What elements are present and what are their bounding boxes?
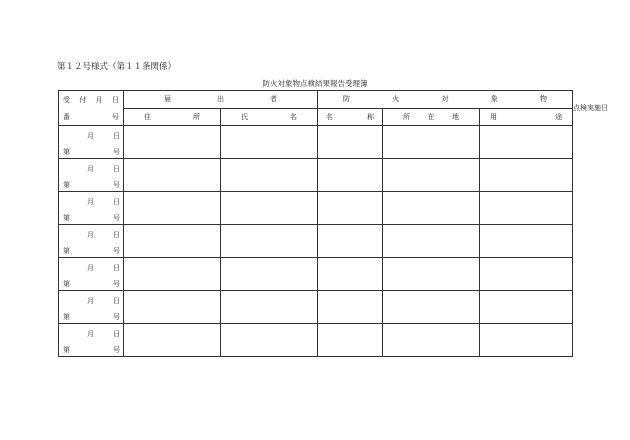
address-cell[interactable] <box>124 192 221 225</box>
header-property-use: 用 途 <box>480 108 573 126</box>
day-label: 日 <box>113 330 120 338</box>
table-row <box>59 126 573 159</box>
header-property-location: 所 在 地 <box>383 108 480 126</box>
month-label: 月 <box>87 165 94 173</box>
location-cell[interactable] <box>383 291 480 324</box>
header-property-name: 名 称 <box>318 108 383 126</box>
location-cell[interactable] <box>383 159 480 192</box>
number-suffix: 号 <box>113 214 120 222</box>
use-cell[interactable] <box>480 291 573 324</box>
use-cell[interactable] <box>480 126 573 159</box>
number-suffix: 号 <box>113 181 120 189</box>
day-label: 日 <box>113 264 120 272</box>
day-label: 日 <box>113 165 120 173</box>
receipt-cell[interactable] <box>59 192 124 225</box>
number-suffix: 号 <box>113 346 120 354</box>
address-cell[interactable] <box>124 159 221 192</box>
location-cell[interactable] <box>383 225 480 258</box>
month-label: 月 <box>87 231 94 239</box>
location-cell[interactable] <box>383 258 480 291</box>
header-address: 住 所 <box>124 108 221 126</box>
address-cell[interactable] <box>124 324 221 357</box>
number-suffix: 号 <box>113 148 120 156</box>
table-row <box>59 258 573 291</box>
ledger-table: 受 付 月 日 番 号 届 出 者 防 火 対 象 物 点検実施日 住 所 氏 名 名 称 所 在 地 用 途 月 日 第 号 月 日 第 号 月 日 第 号 月 日 第 号 月 日 第 号 月 日 第 号 月 日 第 号 <box>58 90 573 357</box>
name-cell[interactable] <box>221 291 318 324</box>
location-cell[interactable] <box>383 324 480 357</box>
use-cell[interactable] <box>480 192 573 225</box>
day-label: 日 <box>113 198 120 206</box>
receipt-cell[interactable] <box>59 291 124 324</box>
month-label: 月 <box>87 330 94 338</box>
month-label: 月 <box>87 264 94 272</box>
location-cell[interactable] <box>383 126 480 159</box>
form-number: 第１２号様式（第１１条関係） <box>57 62 177 72</box>
number-prefix: 第 <box>63 181 70 189</box>
receipt-cell[interactable] <box>59 225 124 258</box>
address-cell[interactable] <box>124 258 221 291</box>
use-cell[interactable] <box>480 225 573 258</box>
table-row <box>59 291 573 324</box>
day-label: 日 <box>113 132 120 140</box>
number-prefix: 第 <box>63 214 70 222</box>
name-cell[interactable] <box>221 225 318 258</box>
document-title: 防火対象物点検結果報告受理簿 <box>262 79 368 88</box>
header-notifier: 届 出 者 <box>124 91 318 109</box>
header-name: 氏 名 <box>221 108 318 126</box>
receipt-cell[interactable] <box>59 324 124 357</box>
number-suffix: 号 <box>113 247 120 255</box>
number-prefix: 第 <box>63 313 70 321</box>
property-name-cell[interactable] <box>318 258 383 291</box>
month-label: 月 <box>87 132 94 140</box>
name-cell[interactable] <box>221 324 318 357</box>
property-name-cell[interactable] <box>318 159 383 192</box>
number-prefix: 第 <box>63 346 70 354</box>
table-row <box>59 159 573 192</box>
day-label: 日 <box>113 231 120 239</box>
address-cell[interactable] <box>124 225 221 258</box>
property-name-cell[interactable] <box>318 192 383 225</box>
month-label: 月 <box>87 297 94 305</box>
receipt-cell[interactable] <box>59 159 124 192</box>
address-cell[interactable] <box>124 126 221 159</box>
property-name-cell[interactable] <box>318 126 383 159</box>
name-cell[interactable] <box>221 192 318 225</box>
name-cell[interactable] <box>221 159 318 192</box>
address-cell[interactable] <box>124 291 221 324</box>
number-suffix: 号 <box>113 280 120 288</box>
number-prefix: 第 <box>63 148 70 156</box>
day-label: 日 <box>113 297 120 305</box>
name-cell[interactable] <box>221 258 318 291</box>
table-row <box>59 192 573 225</box>
number-suffix: 号 <box>113 313 120 321</box>
use-cell[interactable] <box>480 324 573 357</box>
table-row <box>59 324 573 357</box>
name-cell[interactable] <box>221 126 318 159</box>
header-receipt: 受 付 月 日 番 号 <box>59 91 124 126</box>
property-name-cell[interactable] <box>318 291 383 324</box>
use-cell[interactable] <box>480 159 573 192</box>
property-name-cell[interactable] <box>318 324 383 357</box>
receipt-cell[interactable] <box>59 126 124 159</box>
header-property: 防 火 対 象 物 <box>318 91 573 109</box>
number-prefix: 第 <box>63 247 70 255</box>
month-label: 月 <box>87 198 94 206</box>
receipt-cell[interactable] <box>59 258 124 291</box>
table-row <box>59 225 573 258</box>
property-name-cell[interactable] <box>318 225 383 258</box>
location-cell[interactable] <box>383 192 480 225</box>
use-cell[interactable] <box>480 258 573 291</box>
number-prefix: 第 <box>63 280 70 288</box>
